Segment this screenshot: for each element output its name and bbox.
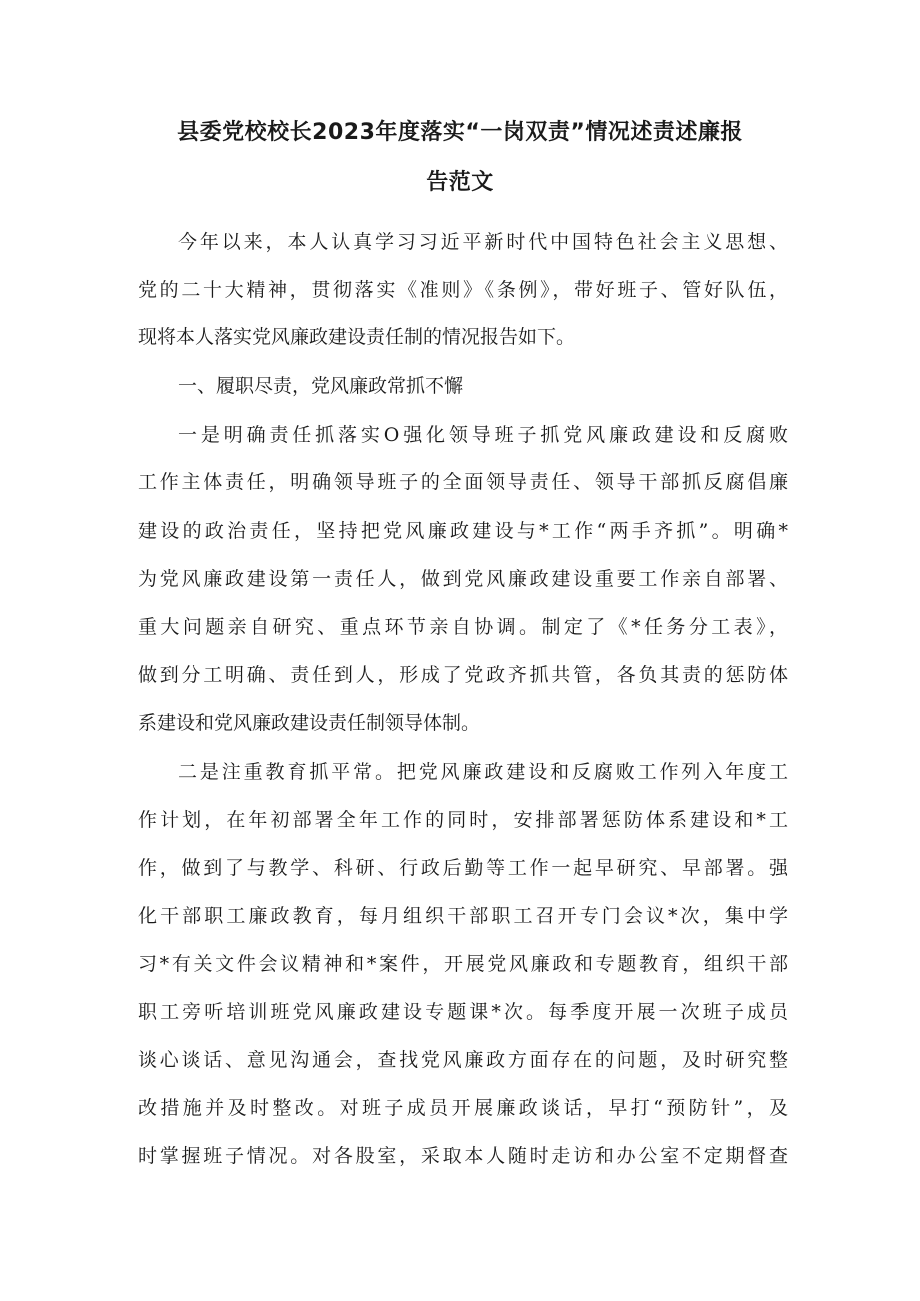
paragraph-line: 时掌握班子情况。对各股室，采取本人随时走访和办公室不定期督查 [138, 1145, 788, 1167]
paragraph-line: 谈心谈话、意见沟通会，查找党风廉政方面存在的问题，及时研究整 [138, 1049, 788, 1071]
paragraph-line: 作计划，在年初部署全年工作的同时，安排部署惩防体系建设和*工 [138, 809, 788, 831]
paragraph-line: 党的二十大精神，贯彻落实《准则》《条例》，带好班子、管好队伍， [138, 279, 788, 301]
paragraph-line: 化干部职工廉政教育，每月组织干部职工召开专门会议*次，集中学 [138, 905, 788, 927]
paragraph-line: 作，做到了与教学、科研、行政后勤等工作一起早研究、早部署。强 [138, 857, 788, 879]
paragraph-line: 做到分工明确、责任到人，形成了党政齐抓共管，各负其责的惩防体 [138, 664, 788, 686]
paragraph-line: 现将本人落实党风廉政建设责任制的情况报告如下。 [138, 326, 576, 348]
paragraph-line: 系建设和党风廉政建设责任制领导体制。 [138, 712, 481, 734]
paragraph-line: 工作主体责任，明确领导班子的全面领导责任、领导干部抓反腐倡廉 [138, 471, 788, 493]
paragraph-line: 职工旁听培训班党风廉政建设专题课*次。每季度开展一次班子成员 [138, 1001, 788, 1023]
document-title-line-1: 县委党校校长2023年度落实“一岗双责”情况述责述廉报 [177, 120, 743, 145]
paragraph-line: 二是注重教育抓平常。把党风廉政建设和反腐败工作列入年度工 [178, 761, 788, 783]
section-heading: 一、履职尽责，党风廉政常抓不懈 [178, 375, 464, 397]
paragraph-line: 为党风廉政建设第一责任人，做到党风廉政建设重要工作亲自部署、 [138, 568, 788, 590]
paragraph-line: 改措施并及时整改。对班子成员开展廉政谈话，早打“预防针”，及 [138, 1097, 788, 1119]
document-title-line-2: 告范文 [426, 170, 494, 195]
paragraph-line: 重大问题亲自研究、重点环节亲自协调。制定了《*任务分工表》， [138, 616, 788, 638]
paragraph-line: 建设的政治责任，坚持把党风廉政建设与*工作“两手齐抓”。明确* [138, 520, 788, 542]
paragraph-line: 习*有关文件会议精神和*案件，开展党风廉政和专题教育，组织干部 [138, 953, 788, 975]
paragraph-line: 一是明确责任抓落实O强化领导班子抓党风廉政建设和反腐败 [178, 424, 788, 446]
paragraph-line: 今年以来，本人认真学习习近平新时代中国特色社会主义思想、 [178, 231, 788, 253]
